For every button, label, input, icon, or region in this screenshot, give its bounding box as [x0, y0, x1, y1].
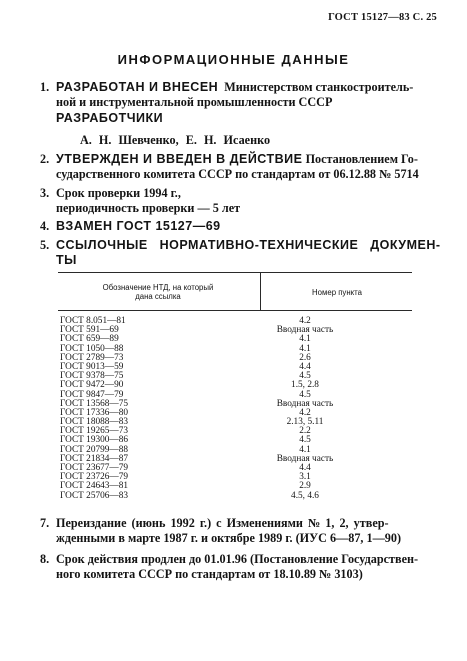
table-row: [60, 408, 420, 417]
item-text: периодичность проверки — 5 лет: [56, 201, 241, 215]
item-text: Министерством станкостроитель-: [224, 80, 414, 94]
table-cell-point: 3.1: [299, 472, 311, 483]
item-text: Переиздание (июнь 1992 г.) с Изменениями № 1, 2, утвер-: [56, 516, 389, 530]
table-row: [60, 316, 420, 325]
table-row: [60, 463, 420, 472]
table-row: [60, 472, 420, 481]
table-row: [60, 417, 420, 426]
table-row: [60, 426, 420, 435]
table-cell-doc: ГОСТ 24643—81: [60, 481, 129, 492]
table-cell-doc: ГОСТ 9378—75: [60, 371, 124, 382]
table-cell-doc: ГОСТ 21834—87: [60, 453, 129, 464]
developers-names: А. Н. Шевченко, Е. Н. Исаенко: [80, 133, 271, 147]
table-cell-doc: ГОСТ 19265—73: [60, 426, 129, 437]
table-cell-doc: ГОСТ 9472—90: [60, 380, 124, 391]
item-replaces: [40, 219, 440, 234]
table-row: [60, 334, 420, 343]
table-header-designation: Обозначение НТД, на который дана ссылка: [102, 283, 214, 301]
table-row: [60, 344, 420, 353]
item-reissue: [40, 516, 440, 546]
page-header: ГОСТ 15127—83 С. 25: [328, 12, 437, 23]
table-cell-point: 4.4: [299, 463, 311, 473]
table-cell-doc: ГОСТ 19300—86: [60, 435, 129, 446]
table-cell-point: Вводная часть: [276, 325, 334, 336]
table-cell-point: 4.5: [299, 435, 311, 446]
item-review-period: [40, 186, 440, 216]
table-row: [60, 390, 420, 399]
item-heading: ССЫЛОЧНЫЕ НОРМАТИВНО-ТЕХНИЧЕСКИЕ ДОКУМЕН-: [56, 238, 441, 252]
table-cell-doc: ГОСТ 8.051—81: [60, 316, 126, 326]
table-column-divider: [260, 272, 261, 310]
table-row: [60, 325, 420, 334]
table-cell-doc: ГОСТ 659—89: [60, 334, 119, 345]
item-approved: [40, 152, 440, 182]
item-heading: УТВЕРЖДЕН И ВВЕДЕН В ДЕЙСТВИЕ: [56, 152, 303, 166]
table-cell-point: 2.6: [299, 352, 311, 363]
table-body: [60, 316, 420, 500]
table-cell-point: Вводная часть: [276, 398, 334, 409]
page-title: ИНФОРМАЦИОННЫЕ ДАННЫЕ: [117, 52, 350, 67]
table-cell-doc: ГОСТ 9847—79: [60, 389, 124, 400]
table-header-rule: [58, 310, 412, 311]
table-cell-point: 4.1: [299, 334, 311, 345]
table-row: [60, 380, 420, 389]
item-references: [40, 238, 440, 268]
item-number: 8.: [40, 552, 50, 566]
item-text: Срок проверки 1994 г.,: [56, 186, 181, 200]
table-cell-doc: ГОСТ 18088—83: [60, 417, 129, 428]
item-text: Срок действия продлен до 01.01.96 (Постановление Государствен-: [56, 552, 419, 566]
table-cell-point: 4.2: [299, 316, 311, 326]
table-row: [60, 445, 420, 454]
table-cell-point: 4.4: [299, 361, 311, 372]
table-cell-point: 2.2: [299, 426, 311, 437]
table-cell-point: 4.1: [299, 343, 311, 354]
table-cell-point: 4.5: [299, 371, 311, 382]
item-number: 3.: [40, 186, 50, 200]
item-validity-extended: [40, 552, 440, 582]
table-cell-doc: ГОСТ 1050—88: [60, 343, 124, 354]
table-row: [60, 371, 420, 380]
table-cell-doc: ГОСТ 9013—59: [60, 361, 124, 372]
table-cell-point: 1.5, 2.8: [291, 380, 319, 391]
table-cell-point: 4.5: [299, 389, 311, 400]
table-cell-point: 4.2: [299, 407, 311, 418]
item-text: сударственного комитета СССР по стандартам от 06.12.88 № 5714: [56, 167, 419, 181]
table-cell-point: 2.13, 5.11: [286, 417, 324, 428]
table-row: [60, 362, 420, 371]
item-text: жденными в марте 1987 г. и октябре 1989 г. (ИУС 6—87, 1—90): [56, 531, 402, 545]
table-header-item-number: Номер пункта: [312, 288, 362, 297]
item-text: ного комитета СССР по стандартам от 18.10.89 № 3103): [56, 567, 363, 581]
table-cell-doc: ГОСТ 13568—75: [60, 398, 129, 409]
table-cell-point: Вводная часть: [276, 453, 334, 464]
table-row: [60, 491, 420, 500]
item-developed-by: [40, 80, 440, 110]
item-number: 2.: [40, 152, 50, 166]
table-row: [60, 454, 420, 463]
developers-heading: РАЗРАБОТЧИКИ: [56, 111, 164, 125]
table-row: [60, 481, 420, 490]
table-row: [60, 353, 420, 362]
table-cell-point: 4.1: [299, 444, 311, 455]
table-cell-point: 4.5, 4.6: [291, 490, 319, 501]
item-heading: ВЗАМЕН ГОСТ 15127—69: [56, 219, 221, 233]
item-text: Постановлением Го-: [305, 152, 418, 166]
table-cell-point: 2.9: [299, 481, 311, 492]
table-cell-doc: ГОСТ 25706—83: [60, 490, 129, 501]
item-text: ной и инструментальной промышленности СССР: [56, 95, 333, 109]
item-number: 5.: [40, 238, 50, 252]
item-heading: РАЗРАБОТАН И ВНЕСЕН: [56, 80, 219, 94]
table-cell-doc: ГОСТ 2789—73: [60, 352, 124, 363]
table-cell-doc: ГОСТ 23726—79: [60, 472, 129, 483]
table-cell-doc: ГОСТ 23677—79: [60, 463, 129, 473]
table-cell-doc: ГОСТ 17336—80: [60, 407, 129, 418]
item-number: 1.: [40, 80, 50, 94]
table-cell-doc: ГОСТ 591—69: [60, 325, 119, 336]
item-number: 4.: [40, 219, 50, 233]
table-cell-doc: ГОСТ 20799—88: [60, 444, 129, 455]
table-row: [60, 399, 420, 408]
table-top-rule: [58, 272, 412, 273]
table-row: [60, 435, 420, 444]
item-heading: ТЫ: [56, 253, 77, 267]
item-number: 7.: [40, 516, 50, 530]
